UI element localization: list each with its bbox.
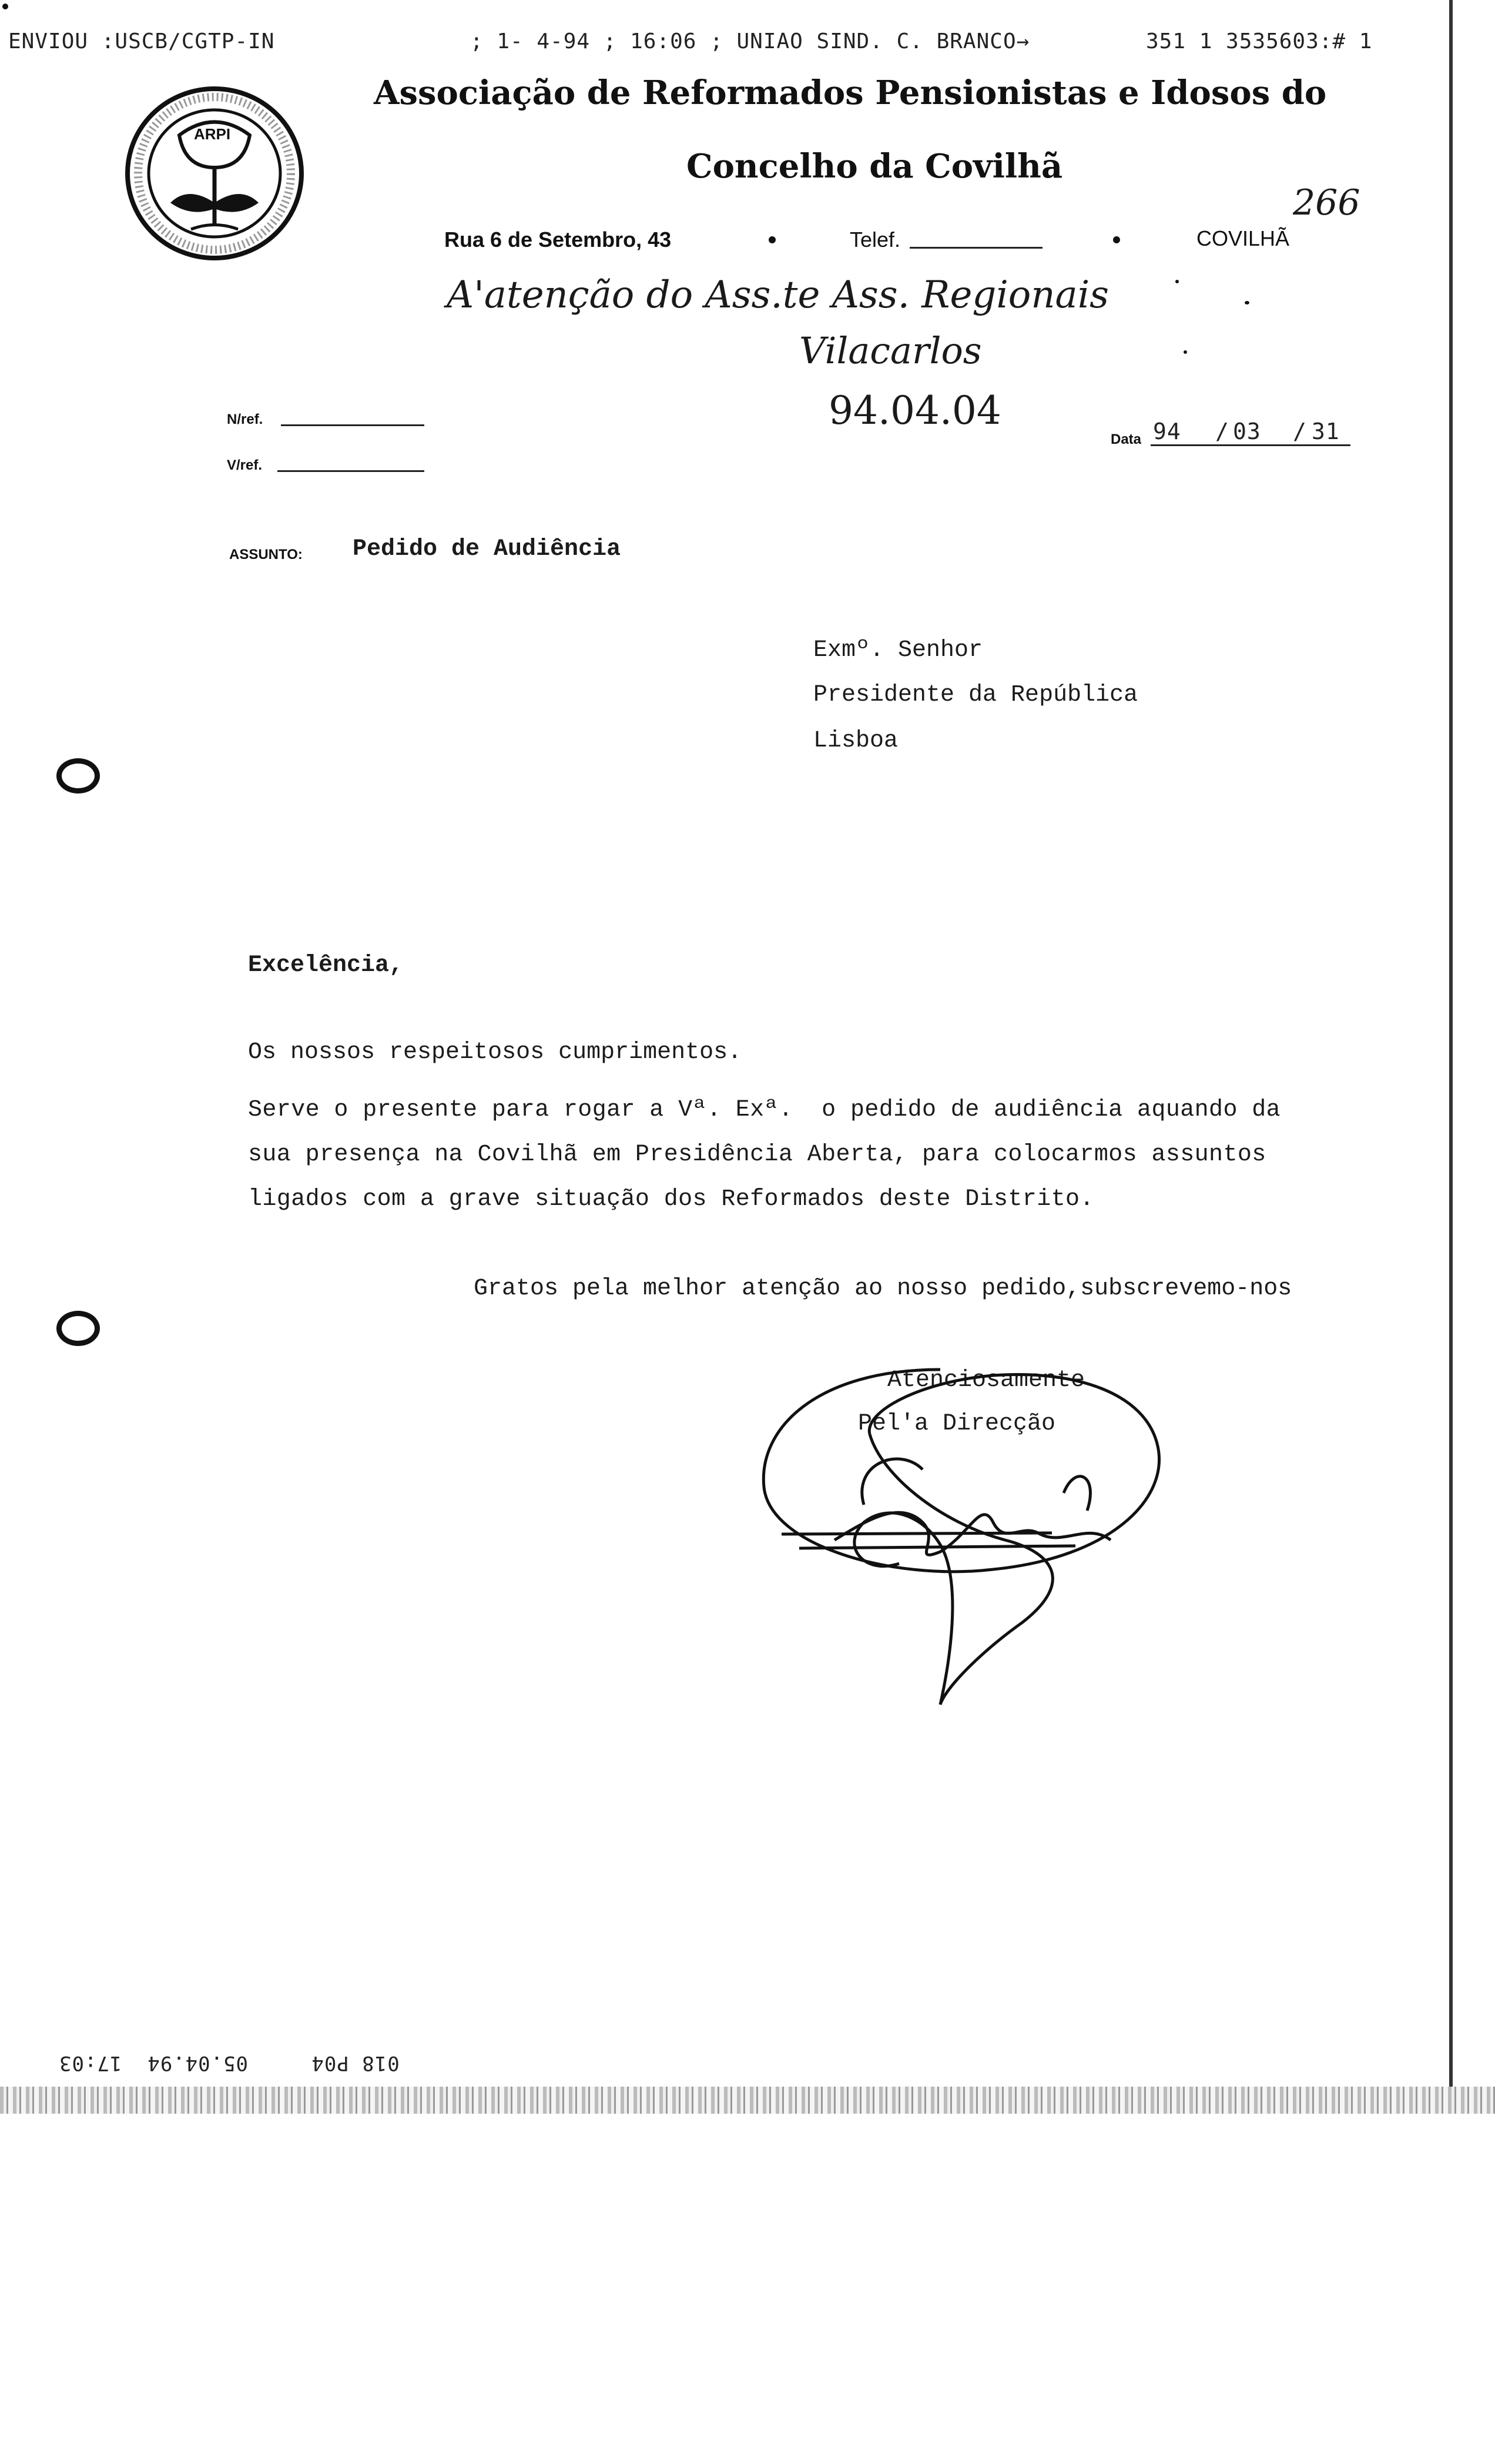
- bullet-separator: [1113, 236, 1120, 243]
- body-line-1: Serve o presente para rogar a Vª. Exª. o pedido de audiência aquando da: [248, 1097, 1281, 1123]
- scan-speck: [2, 4, 8, 9]
- our-ref-line: [281, 424, 424, 426]
- handwritten-note-line1: A'atenção do Ass.te Ass. Regionais: [447, 273, 1109, 317]
- org-name-line2: Concelho da Covilhã: [686, 147, 1063, 186]
- org-city: COVILHÃ: [1196, 226, 1290, 250]
- fax-datetime: ; 1- 4-94 ; 16:06 ; UNIAO SIND. C. BRANCO→: [470, 29, 1030, 53]
- handwritten-date: 94.04.04: [829, 388, 1001, 433]
- date-sep: /: [1293, 419, 1307, 444]
- handwritten-signature: [746, 1346, 1193, 1710]
- closing-line: Gratos pela melhor atenção ao nosso pedido,subscrevemo-nos: [474, 1275, 1292, 1302]
- body-line-3: ligados com a grave situação dos Reformados deste Distrito.: [248, 1186, 1094, 1213]
- fax-sender: ENVIOU :USCB/CGTP-IN: [8, 29, 275, 53]
- bullet-separator: [769, 236, 776, 243]
- your-ref-line: [277, 470, 424, 472]
- recipient-city: Lisboa: [813, 728, 899, 754]
- scan-speck: [1184, 350, 1187, 354]
- signature-on-behalf: Pel'a Direcção: [858, 1411, 1056, 1437]
- scan-edge-line: [1449, 0, 1453, 2093]
- signature-closing: Atenciosamente: [887, 1367, 1085, 1394]
- org-address: Rua 6 de Setembro, 43: [444, 227, 672, 252]
- org-name-line1: Associação de Reformados Pensionistas e Idosos do: [374, 73, 1327, 112]
- handwritten-doc-number: 266: [1293, 182, 1360, 223]
- logo-text: ARPI: [194, 125, 231, 143]
- phone-blank-line: [910, 247, 1043, 249]
- handwritten-initials: Vilacarlos: [799, 329, 982, 372]
- recipient-position: Presidente da República: [813, 682, 1138, 708]
- your-ref-label: V/ref.: [227, 457, 263, 473]
- fax-footer: 018 P04 05.04.94 17:03: [59, 2051, 400, 2075]
- date-label: Data: [1111, 431, 1142, 447]
- date-sep: /: [1215, 419, 1229, 444]
- date-month: 03: [1233, 419, 1261, 444]
- scan-speck: [1245, 301, 1249, 304]
- subject-label: ASSUNTO:: [229, 547, 303, 563]
- phone-label: Telef.: [850, 227, 901, 252]
- punch-hole: [56, 1311, 100, 1346]
- punch-hole: [56, 758, 100, 794]
- our-ref-label: N/ref.: [227, 411, 263, 427]
- fax-number: 351 1 3535603:# 1: [1146, 29, 1373, 53]
- body-line-2: sua presença na Covilhã em Presidência Aberta, para colocarmos assuntos: [248, 1141, 1266, 1168]
- date-year: 94: [1153, 419, 1181, 444]
- scan-noise-bar: [0, 2087, 1495, 2114]
- date-day: 31: [1312, 419, 1340, 444]
- recipient-title: Exmº. Senhor: [813, 637, 983, 664]
- subject-value: Pedido de Audiência: [353, 536, 621, 563]
- salutation: Excelência,: [248, 952, 404, 979]
- scan-speck: [1175, 280, 1179, 283]
- association-logo: [123, 85, 306, 262]
- greeting: Os nossos respeitosos cumprimentos.: [248, 1039, 742, 1066]
- date-line: [1151, 444, 1350, 446]
